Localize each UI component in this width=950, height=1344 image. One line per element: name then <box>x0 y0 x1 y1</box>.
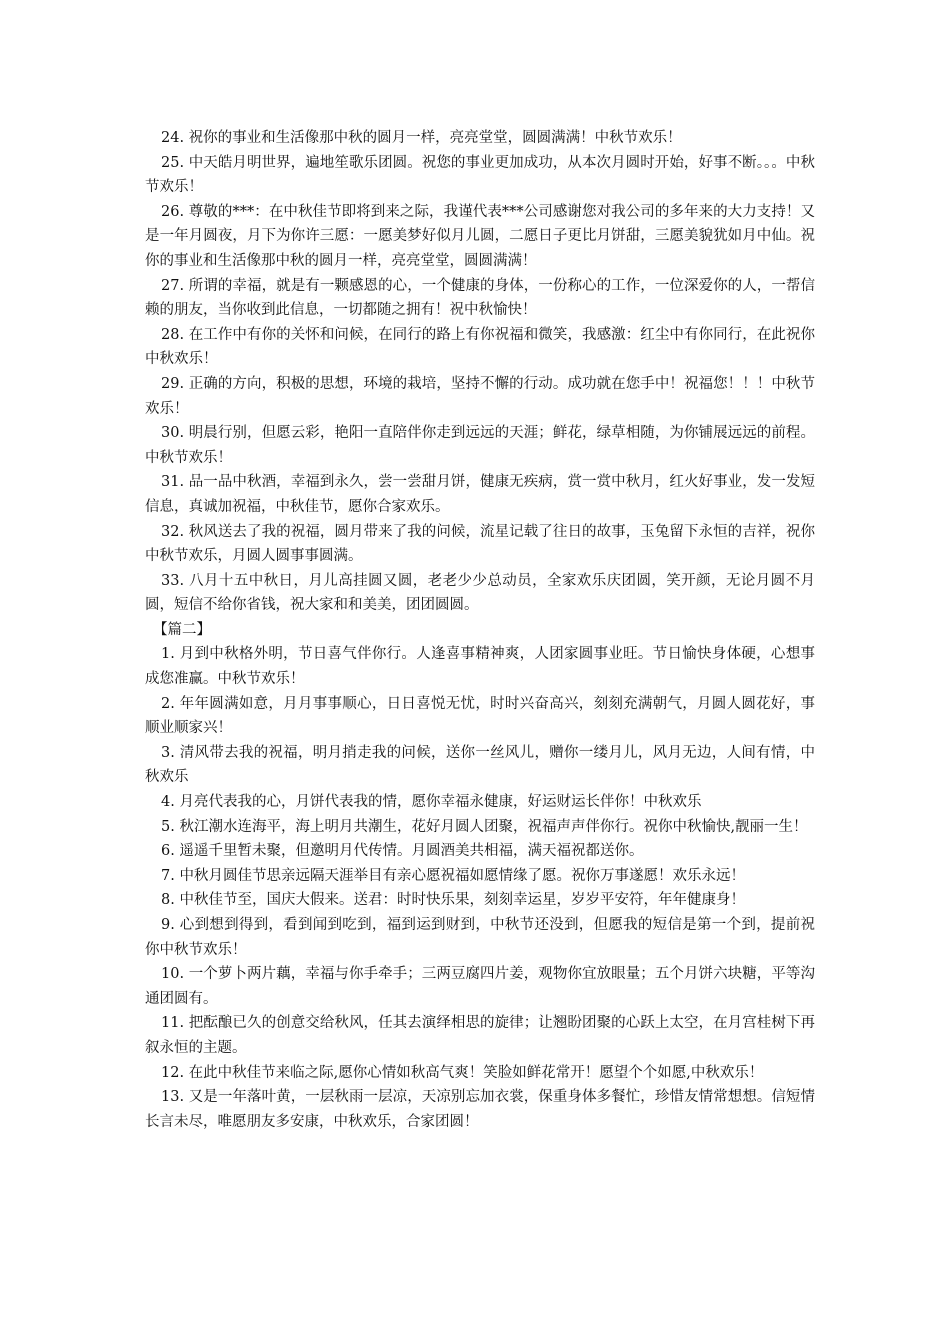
list-item: 9. 心到想到得到，看到闻到吃到，福到运到财到，中秋节还没到，但愿我的短信是第一个到，提前祝你中秋节欢乐！ <box>145 917 815 958</box>
list-item: 28. 在工作中有你的关怀和问候，在同行的路上有你祝福和微笑，我感激：红尘中有你同行，在此祝你中秋欢乐！ <box>145 326 815 368</box>
list-item: 10. 一个萝卜两片藕，幸福与你手牵手；三两豆腐四片姜，观物你宜放眼量；五个月饼六块糖，平等沟通团圆有。 <box>145 966 815 1007</box>
list-item: 4. 月亮代表我的心，月饼代表我的情，愿你幸福永健康，好运财运长伴你！中秋欢乐 <box>161 794 702 811</box>
document-body <box>145 126 815 1134</box>
list-item: 25. 中天皓月明世界，遍地笙歌乐团圆。祝您的事业更加成功，从本次月圆时开始，好事不断。。。中秋节欢乐！ <box>145 154 815 196</box>
list-item: 5. 秋江潮水连海平，海上明月共潮生，花好月圆人团聚，祝福声声伴你行。祝你中秋愉快,靓丽一生！ <box>161 818 808 835</box>
list-item: 27. 所谓的幸福，就是有一颗感恩的心，一个健康的身体，一份称心的工作，一位深爱你的人，一帮信赖的朋友，当你收到此信息，一切都随之拥有！祝中秋愉快！ <box>145 277 815 319</box>
list-item: 12. 在此中秋佳节来临之际,愿你心情如秋高气爽！笑脸如鲜花常开！愿望个个如愿,中秋欢乐！ <box>161 1064 764 1081</box>
list-item: 24. 祝你的事业和生活像那中秋的圆月一样，亮亮堂堂，圆圆满满！中秋节欢乐！ <box>161 130 682 146</box>
list-item: 31. 品一品中秋酒，幸福到永久，尝一尝甜月饼，健康无疾病，赏一赏中秋月，红火好事业，发一发短信息，真诚加祝福，中秋佳节，愿你合家欢乐。 <box>145 474 815 515</box>
list-item: 7. 中秋月圆佳节思亲远隔天涯举目有亲心愿祝福如愿情缘了愿。祝你万事遂愿！欢乐永远！ <box>161 867 745 884</box>
list-item: 32. 秋风送去了我的祝福，圆月带来了我的问候，流星记载了往日的故事，玉兔留下永恒的吉祥，祝你中秋节欢乐，月圆人圆事事圆满。 <box>145 523 815 565</box>
list-item: 13. 又是一年落叶黄，一层秋雨一层凉，天凉别忘加衣裳，保重身体多餐忙，珍惜友情常想想。信短情长言未尽，唯愿朋友多安康，中秋欢乐，合家团圆！ <box>145 1089 815 1130</box>
list-item: 2. 年年圆满如意，月月事事顺心，日日喜悦无忧，时时兴奋高兴，刻刻充满朝气，月圆人圆花好，事顺业顺家兴！ <box>145 695 815 737</box>
list-item: 6. 遥遥千里暂未聚，但邀明月代传情。月圆酒美共相福，满天福祝都送你。 <box>161 843 644 860</box>
list-item: 33. 八月十五中秋日，月儿高挂圆又圆，老老少少总动员，全家欢乐庆团圆，笑开颜，无论月圆不月圆，短信不给你省钱，祝大家和和美美，团团圆圆。 <box>145 572 815 614</box>
list-item: 11. 把酝酿已久的创意交给秋风，任其去演绎相思的旋律；让翘盼团聚的心跃上太空，在月宫桂树下再叙永恒的主题。 <box>145 1015 815 1056</box>
list-item: 8. 中秋佳节至，国庆大假来。送君：时时快乐果，刻刻幸运星，岁岁平安符，年年健康身！ <box>161 892 745 909</box>
list-item: 1. 月到中秋格外明，节日喜气伴你行。人逢喜事精神爽，人团家圆事业旺。节日愉快身体硬，心想事成您准赢。中秋节欢乐！ <box>145 646 815 688</box>
list-item: 30. 明晨行别，但愿云彩，艳阳一直陪伴你走到远远的天涯；鲜花，绿草相随，为你铺展远远的前程。中秋节欢乐！ <box>145 425 815 466</box>
list-item: 3. 清风带去我的祝福，明月捎走我的问候，送你一丝风儿，赠你一缕月儿，风月无边，人间有情，中秋欢乐 <box>145 744 815 786</box>
list-item: 29. 正确的方向，积极的思想，环境的栽培，坚持不懈的行动。成功就在您手中！祝福您！！！中秋节欢乐！ <box>145 375 815 417</box>
list-item: 26. 尊敬的***：在中秋佳节即将到来之际，我谨代表***公司感谢您对我公司的多年来的大力支持！又是一年月圆夜，月下为你许三愿：一愿美梦好似月儿圆，二愿日子更比月饼甜，三愿美貌犹如月中仙。祝你的事业和生活像那中秋的圆月一样，亮亮堂堂，圆圆满满！ <box>145 203 815 269</box>
section-heading: 【篇二】 <box>153 621 211 638</box>
